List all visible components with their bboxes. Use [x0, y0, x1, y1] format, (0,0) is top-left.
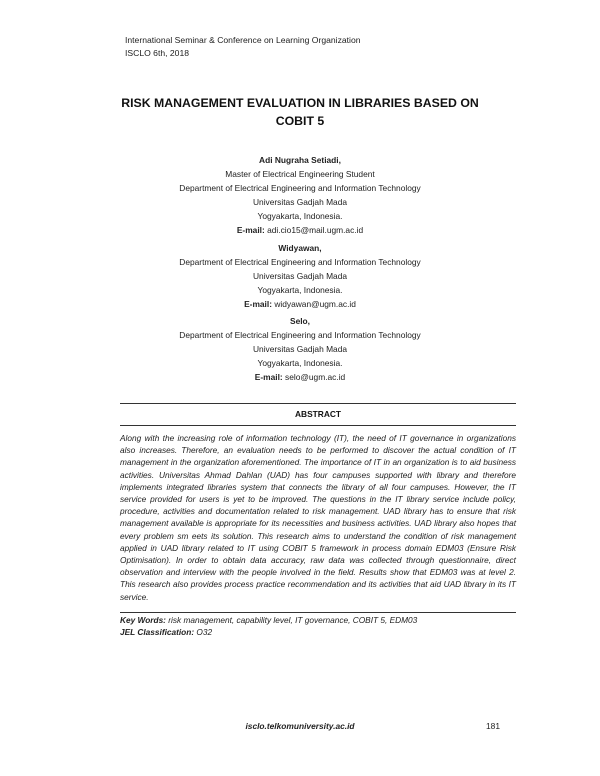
author-block-3	[140, 314, 460, 384]
author-affiliation-line: Yogyakarta, Indonesia.	[257, 211, 343, 221]
header-conference-name: International Seminar & Conference on Learning Organization	[125, 35, 361, 45]
paper-title-line-1: RISK MANAGEMENT EVALUATION IN LIBRARIES BASED ON	[121, 96, 479, 110]
email-label: E-mail:	[244, 299, 272, 309]
author-email: selo@ugm.ac.id	[285, 372, 346, 382]
author-name: Widyawan,	[278, 243, 322, 253]
abstract-top-divider	[120, 403, 516, 404]
author-affiliation-line: Yogyakarta, Indonesia.	[257, 285, 343, 295]
abstract-bottom-divider	[120, 612, 516, 613]
author-affiliation-line: Master of Electrical Engineering Student	[225, 169, 375, 179]
author-block-2	[140, 241, 460, 311]
keywords-value: risk management, capability level, IT governance, COBIT 5, EDM03	[168, 615, 418, 625]
author-name: Adi Nugraha Setiadi,	[259, 155, 341, 165]
author-affiliation-line: Department of Electrical Engineering and Information Technology	[179, 257, 421, 267]
email-label: E-mail:	[236, 225, 265, 235]
author-email-line	[140, 297, 460, 311]
author-affiliation-line: Department of Electrical Engineering and Information Technology	[179, 330, 421, 340]
footer-url: isclo.telkomuniversity.ac.id	[245, 721, 355, 731]
jel-label: JEL Classification:	[120, 627, 195, 637]
abstract-heading-divider	[120, 425, 516, 426]
paper-title	[90, 94, 510, 130]
author-affiliation-line: Universitas Gadjah Mada	[252, 344, 348, 354]
author-affiliation-line: Universitas Gadjah Mada	[252, 197, 348, 207]
author-email: adi.cio15@mail.ugm.ac.id	[267, 225, 364, 235]
author-block-1	[140, 153, 460, 237]
keywords-line	[120, 614, 516, 626]
running-header	[125, 34, 361, 60]
author-name: Selo,	[289, 316, 310, 326]
author-affiliation-line: Yogyakarta, Indonesia.	[257, 358, 343, 368]
abstract-heading: ABSTRACT	[294, 409, 342, 419]
author-affiliation-line: Universitas Gadjah Mada	[252, 271, 348, 281]
keywords-block	[120, 614, 516, 638]
page-number: 181	[486, 721, 500, 731]
jel-value: O32	[196, 627, 213, 637]
jel-line	[120, 626, 516, 638]
paper-title-line-2: COBIT 5	[275, 114, 325, 128]
author-email: widyawan@ugm.ac.id	[274, 299, 356, 309]
header-conference-edition: ISCLO 6th, 2018	[125, 48, 190, 58]
abstract-text: Along with the increasing role of information technology (IT), the need of IT governance in organizations also increases. Therefore, an evaluation needs to be performed to discover the actual condition of IT management in the organization aforementioned. The importance of IT in an organization is to aid business activities. Universitas Ahmad Dahlan (UAD) has four campuses supported with library and therefore implements integrated libraries system that connects the library of all four campuses. However, the IT service provided for users is yet to be improved. The questions in the IT library service include policy, procedure, activities and documentation related to risk management. UAD library has to ensure that risk management available is appropriate for its necessities and business activities. UAD library also hopes that every problem sm eets its solution. This research aims to understand the condition of risk management applied in UAD library related to IT using COBIT 5 framework in process domain EDM03 (Ensure Risk Optimisation). In order to obtain data accuracy, raw data was collected through questionnaire, direct observation and interview with the people involved in the field. Results show that EDM03 was at level 2. This research also provides process practice recommendation and its activities that aid UAD library in its IT service.	[120, 433, 516, 602]
keywords-label: Key Words:	[120, 615, 166, 625]
email-label: E-mail:	[254, 372, 283, 382]
author-email-line	[140, 370, 460, 384]
author-email-line	[140, 223, 460, 237]
author-affiliation-line: Department of Electrical Engineering and Information Technology	[179, 183, 421, 193]
